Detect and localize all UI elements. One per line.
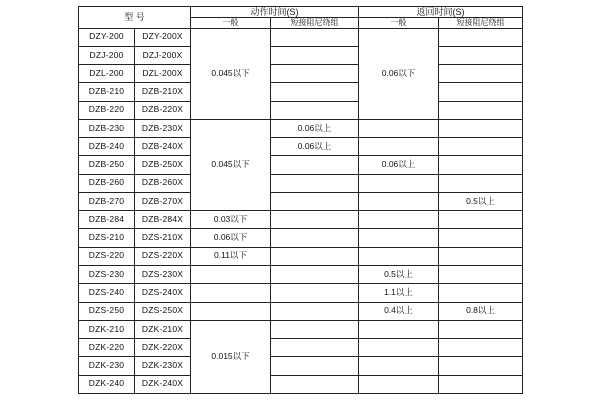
cell-return-damped — [439, 211, 523, 229]
cell-return-damped: 0.5以上 — [439, 192, 523, 210]
cell-return-general: 0.06以下 — [359, 28, 439, 119]
cell-model-b: DZK-210X — [135, 320, 191, 338]
cell-model-a: DZS-220 — [79, 247, 135, 265]
cell-return-general — [359, 229, 439, 247]
cell-model-b: DZS-230X — [135, 265, 191, 283]
cell-action-general: 0.06以下 — [191, 229, 271, 247]
cell-model-b: DZB-230X — [135, 119, 191, 137]
cell-return-damped — [439, 119, 523, 137]
cell-return-general — [359, 119, 439, 137]
cell-action-damped — [271, 375, 359, 393]
cell-action-damped — [271, 174, 359, 192]
cell-return-damped — [439, 229, 523, 247]
cell-action-damped — [271, 192, 359, 210]
table-row — [79, 247, 523, 265]
table-row — [79, 375, 523, 393]
header-model-title: 型 号 — [79, 7, 191, 29]
cell-action-general: 0.11以下 — [191, 247, 271, 265]
cell-action-damped — [271, 229, 359, 247]
cell-model-b: DZS-250X — [135, 302, 191, 320]
cell-return-damped — [439, 375, 523, 393]
cell-model-b: DZB-250X — [135, 156, 191, 174]
cell-action-general — [191, 265, 271, 283]
cell-model-a: DZJ-200 — [79, 46, 135, 64]
cell-return-general — [359, 339, 439, 357]
cell-return-damped — [439, 174, 523, 192]
cell-model-a: DZS-250 — [79, 302, 135, 320]
relay-timing-table — [78, 6, 523, 394]
cell-model-a: DZB-210 — [79, 83, 135, 101]
cell-return-general — [359, 357, 439, 375]
table-row — [79, 229, 523, 247]
cell-model-a: DZS-230 — [79, 265, 135, 283]
cell-model-a: DZK-220 — [79, 339, 135, 357]
cell-return-general — [359, 174, 439, 192]
cell-action-damped — [271, 320, 359, 338]
cell-action-damped — [271, 357, 359, 375]
header-return-general: 一般 — [359, 18, 439, 28]
cell-return-damped — [439, 284, 523, 302]
cell-return-damped — [439, 320, 523, 338]
table-row — [79, 119, 523, 137]
cell-return-general — [359, 192, 439, 210]
cell-model-a: DZK-230 — [79, 357, 135, 375]
cell-model-b: DZJ-200X — [135, 46, 191, 64]
table-row — [79, 339, 523, 357]
table-row — [79, 101, 523, 119]
cell-model-b: DZK-230X — [135, 357, 191, 375]
cell-return-general — [359, 211, 439, 229]
table-row — [79, 302, 523, 320]
table-header — [79, 7, 523, 29]
cell-action-damped — [271, 101, 359, 119]
cell-model-b: DZK-220X — [135, 339, 191, 357]
cell-action-damped — [271, 265, 359, 283]
cell-return-damped — [439, 138, 523, 156]
cell-model-a: DZS-240 — [79, 284, 135, 302]
cell-return-damped — [439, 101, 523, 119]
cell-action-damped — [271, 339, 359, 357]
cell-return-damped — [439, 65, 523, 83]
cell-model-a: DZB-220 — [79, 101, 135, 119]
header-return-damped: 短接阻尼绕组 — [439, 18, 523, 28]
table-row — [79, 138, 523, 156]
cell-return-general: 0.5以上 — [359, 265, 439, 283]
table-row — [79, 28, 523, 46]
cell-model-a: DZK-210 — [79, 320, 135, 338]
table-body — [79, 28, 523, 393]
cell-action-general: 0.03以下 — [191, 211, 271, 229]
header-group-action-time: 动作时间(S) — [191, 7, 359, 18]
cell-model-a: DZL-200 — [79, 65, 135, 83]
header-action-general: 一般 — [191, 18, 271, 28]
cell-return-general — [359, 247, 439, 265]
spec-sheet — [78, 6, 522, 394]
cell-action-general — [191, 284, 271, 302]
cell-model-b: DZB-284X — [135, 211, 191, 229]
cell-model-a: DZK-240 — [79, 375, 135, 393]
cell-return-general — [359, 138, 439, 156]
header-group-return-time: 返回时间(S) — [359, 7, 523, 18]
cell-return-damped — [439, 339, 523, 357]
table-row — [79, 65, 523, 83]
cell-action-general: 0.045以下 — [191, 28, 271, 119]
cell-model-b: DZS-220X — [135, 247, 191, 265]
cell-model-a: DZB-270 — [79, 192, 135, 210]
cell-action-general: 0.015以下 — [191, 320, 271, 393]
cell-model-a: DZB-250 — [79, 156, 135, 174]
cell-model-b: DZB-240X — [135, 138, 191, 156]
cell-model-b: DZS-210X — [135, 229, 191, 247]
cell-model-b: DZK-240X — [135, 375, 191, 393]
cell-return-damped — [439, 156, 523, 174]
cell-model-b: DZL-200X — [135, 65, 191, 83]
table-row — [79, 83, 523, 101]
cell-model-a: DZY-200 — [79, 28, 135, 46]
cell-model-b: DZB-270X — [135, 192, 191, 210]
cell-model-a: DZB-240 — [79, 138, 135, 156]
cell-action-damped — [271, 28, 359, 46]
table-header-row-groups — [79, 7, 523, 18]
cell-action-damped — [271, 284, 359, 302]
cell-action-damped — [271, 65, 359, 83]
cell-return-damped — [439, 247, 523, 265]
cell-action-damped — [271, 83, 359, 101]
cell-return-general — [359, 375, 439, 393]
table-row — [79, 192, 523, 210]
cell-return-general — [359, 320, 439, 338]
table-row — [79, 156, 523, 174]
cell-model-b: DZS-240X — [135, 284, 191, 302]
cell-action-damped — [271, 302, 359, 320]
cell-model-a: DZB-260 — [79, 174, 135, 192]
cell-action-general — [191, 302, 271, 320]
table-row — [79, 211, 523, 229]
cell-action-damped — [271, 247, 359, 265]
cell-action-damped: 0.06以上 — [271, 138, 359, 156]
cell-action-damped — [271, 211, 359, 229]
cell-action-damped — [271, 156, 359, 174]
cell-action-general: 0.045以下 — [191, 119, 271, 210]
cell-model-b: DZB-210X — [135, 83, 191, 101]
table-row — [79, 357, 523, 375]
cell-return-damped — [439, 357, 523, 375]
cell-model-a: DZB-230 — [79, 119, 135, 137]
cell-return-general: 0.4以上 — [359, 302, 439, 320]
header-action-damped: 短接阻尼绕组 — [271, 18, 359, 28]
cell-model-b: DZY-200X — [135, 28, 191, 46]
cell-action-damped: 0.06以上 — [271, 119, 359, 137]
cell-action-damped — [271, 46, 359, 64]
cell-model-a: DZS-210 — [79, 229, 135, 247]
cell-return-general: 0.06以上 — [359, 156, 439, 174]
cell-model-a: DZB-284 — [79, 211, 135, 229]
cell-return-damped — [439, 28, 523, 46]
cell-return-general: 1.1以上 — [359, 284, 439, 302]
cell-return-damped — [439, 265, 523, 283]
cell-model-b: DZB-220X — [135, 101, 191, 119]
table-row — [79, 284, 523, 302]
cell-return-damped: 0.8以上 — [439, 302, 523, 320]
table-row — [79, 46, 523, 64]
table-row — [79, 320, 523, 338]
table-row — [79, 265, 523, 283]
cell-return-damped — [439, 83, 523, 101]
cell-return-damped — [439, 46, 523, 64]
table-row — [79, 174, 523, 192]
cell-model-b: DZB-260X — [135, 174, 191, 192]
